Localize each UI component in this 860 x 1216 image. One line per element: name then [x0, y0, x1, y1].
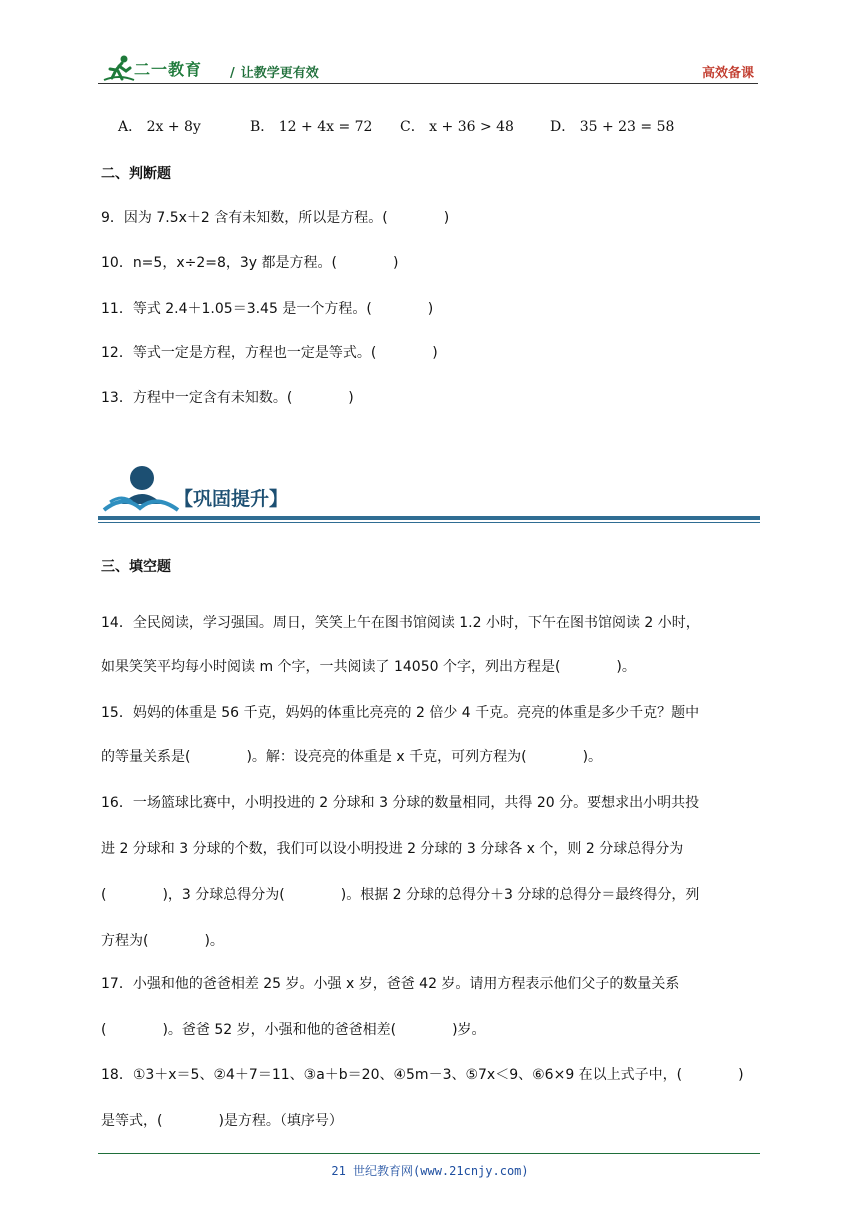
header-slogan: / 让教学更有效 [230, 66, 319, 81]
section-banner [98, 464, 760, 530]
question-15-line-2: 的等量关系是( )。解：设亮亮的体重是 x 千克，可列方程为( )。 [101, 749, 603, 765]
header-right-label: 高效备课 [701, 66, 754, 81]
question-16-line-2: 进 2 分球和 3 分球的个数，我们可以设小明投进 2 分球的 3 分球各 x 个，则 2 分球总得分为 [101, 841, 684, 857]
reader-icon [102, 464, 180, 516]
banner-title: 【巩固提升】 [174, 488, 289, 510]
question-14-line-1: 14．全民阅读，学习强国。周日，笑笑上午在图书馆阅读 1.2 小时，下午在图书馆阅读 2 小时， [101, 615, 700, 631]
option-a [118, 116, 201, 136]
option-d [550, 116, 674, 136]
option-c-label: C． [400, 119, 425, 135]
question-11: 11．等式 2.4＋1.05＝3.45 是一个方程。( ) [101, 301, 434, 317]
option-b-label: B． [250, 119, 275, 135]
question-17-line-2: ( )。爸爸 52 岁，小强和他的爸爸相差( )岁。 [101, 1022, 486, 1038]
question-18-line-1: 18．①3＋x＝5、②4＋7＝11、③a＋b＝20、④5m－3、⑤7x＜9、⑥6×9 在以上式子中，( ) [101, 1067, 744, 1083]
page-header [98, 54, 760, 84]
banner-thick-line [98, 516, 760, 520]
section-title-judge: 二、判断题 [101, 166, 171, 182]
question-18-line-2: 是等式，( )是方程。（填序号） [101, 1113, 343, 1129]
question-14-line-2: 如果笑笑平均每小时阅读 m 个字，一共阅读了 14050 个字，列出方程是( )。 [101, 659, 636, 675]
section-title-fill: 三、填空题 [101, 559, 171, 575]
question-15-line-1: 15．妈妈的体重是 56 千克，妈妈的体重比亮亮的 2 倍少 4 千克。亮亮的体重是多少千克？题中 [101, 705, 700, 721]
question-10: 10．n=5，x÷2=8，3y 都是方程。( ) [101, 255, 399, 271]
running-man-logo-icon [102, 54, 136, 82]
option-b-expression: 12 + 4x = 72 [278, 119, 373, 135]
logo-text: 二一教育 [134, 60, 203, 79]
option-c-expression: x + 36 > 48 [429, 119, 514, 135]
option-a-label: A． [118, 119, 143, 135]
footer-divider [98, 1153, 760, 1154]
option-b [250, 116, 372, 136]
option-c [400, 116, 514, 136]
footer-text[interactable]: 21 世纪教育网(www.21cnjy.com) [331, 1164, 529, 1178]
banner-thin-line [98, 522, 760, 523]
question-17-line-1: 17．小强和他的爸爸相差 25 岁。小强 x 岁，爸爸 42 岁。请用方程表示他们父子的数量关系 [101, 976, 680, 992]
question-13: 13．方程中一定含有未知数。( ) [101, 390, 354, 406]
question-16-line-4: 方程为( )。 [101, 933, 224, 949]
question-12: 12．等式一定是方程，方程也一定是等式。( ) [101, 345, 438, 361]
slogan-text: 让教学更有效 [240, 66, 319, 81]
option-d-expression: 35 + 23 = 58 [579, 119, 675, 135]
header-divider [98, 83, 758, 84]
question-16-line-1: 16．一场篮球比赛中，小明投进的 2 分球和 3 分球的数量相同，共得 20 分。要想求出小明共投 [101, 795, 700, 811]
question-16-line-3: ( )，3 分球总得分为( )。根据 2 分球的总得分＋3 分球的总得分＝最终得分，列 [101, 887, 700, 903]
question-9: 9．因为 7.5x＋2 含有未知数，所以是方程。( ) [101, 210, 450, 226]
option-d-label: D． [550, 119, 576, 135]
option-a-expression: 2x + 8y [146, 119, 201, 135]
